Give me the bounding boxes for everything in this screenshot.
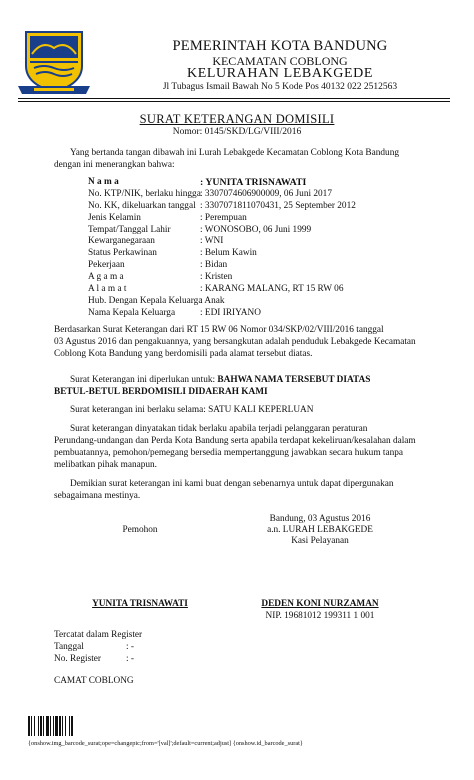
para2-line-1 <box>70 374 370 387</box>
para2-purpose-part-1: BAHWA NAMA TERSEBUT DIATAS <box>217 375 371 385</box>
register-date-label: Tanggal <box>54 642 84 652</box>
field-row-nama <box>88 177 428 189</box>
official-name: DEDEN KONI NURZAMAN <box>261 599 379 609</box>
para4-line-2: Perundang-undangan dan Perda Kota Bandung serta apabila terdapat kekeliruan/kesalahan dalam <box>54 436 416 446</box>
header-rule-thin <box>18 101 450 102</box>
field-label: N a m a <box>88 177 119 187</box>
para1-line-2: 03 Agustus 2016 dan pengakuannya, yang bersangkutan adalah penduduk Lebakgede Kecamatan <box>54 337 416 347</box>
field-row-kk <box>88 201 428 213</box>
document-title: SURAT KETERANGAN DOMISILI <box>139 112 335 126</box>
field-row-status <box>88 248 428 260</box>
field-label: Tempat/Tanggal Lahir <box>88 224 171 235</box>
field-row-pekerjaan <box>88 260 428 272</box>
header-rule-thick <box>18 98 450 99</box>
field-row-ttl <box>88 225 428 237</box>
field-value: : Bidan <box>200 260 228 271</box>
intro-line-1: Yang bertanda tangan dibawah ini Lurah Lebakgede Kecamatan Coblong Kota Bandung <box>70 148 399 158</box>
register-title: Tercatat dalam Register <box>54 630 143 640</box>
field-label: A l a m a t <box>88 284 127 295</box>
field-label: No. KTP/NIK, berlaku hingga <box>88 188 201 199</box>
register-number-value: : - <box>126 654 135 664</box>
field-value: : 3307074606900009, 06 Juni 2017 <box>200 188 332 199</box>
para4-line-3: pembuatannya, pemohon/pemegang bersedia mempertanggung jawabkan secara hukum tanpa <box>54 448 404 458</box>
official-nip: NIP. 19681012 199311 1 001 <box>265 611 375 621</box>
field-value: : WNI <box>200 236 224 247</box>
barcode-template-code: {onshow.img_barcode_surat;ope=changepic;from='[val]';default=current;adjust] {onshow.id_barcode_surat} <box>28 740 303 747</box>
signature-on-behalf: a.n. LURAH LEBAKGEDE <box>267 525 373 535</box>
field-label: Jenis Kelamin <box>88 212 141 223</box>
field-label: Nama Kepala Keluarga <box>88 307 176 318</box>
para4-line-1: Surat keterangan dinyatakan tidak berlaku apabila terjadi pelanggaran peraturan <box>70 424 368 434</box>
field-row-kepala-keluarga <box>88 308 428 320</box>
document-number: Nomor: 0145/SKD/LG/VIII/2016 <box>172 127 302 137</box>
field-row-jenis-kelamin <box>88 213 428 225</box>
register-number-label: No. Register <box>54 654 101 664</box>
para1-line-1: Berdasarkan Surat Keterangan dari RT 15 RW 06 Nomor 034/SKP/02/VIII/2016 tanggal <box>54 325 384 335</box>
applicant-name: YUNITA TRISNAWATI <box>92 599 188 609</box>
field-value: : YUNITA TRISNAWATI <box>200 177 307 188</box>
field-value: : Belum Kawin <box>200 248 257 259</box>
field-value: : Kristen <box>200 272 233 283</box>
field-value: : KARANG MALANG, RT 15 RW 06 <box>200 284 344 295</box>
field-label: Status Perkawinan <box>88 248 157 259</box>
para4-line-4: melibatkan pihak manapun. <box>54 460 158 470</box>
kop-kelurahan: KELURAHAN LEBAKGEDE <box>187 66 373 81</box>
field-label: Hub. Dengan Kepala Keluarga <box>88 295 203 306</box>
field-label: Kewarganegaraan <box>88 236 155 247</box>
intro-line-2: dengan ini menerangkan bahwa: <box>54 160 175 170</box>
kop-kecamatan: KECAMATAN COBLONG <box>212 54 348 68</box>
field-value: : Perempuan <box>200 212 247 223</box>
register-date-value: : - <box>126 642 135 652</box>
camat-coblong: CAMAT COBLONG <box>54 676 134 686</box>
field-row-hubungan <box>88 296 428 308</box>
kop-pemerintah: PEMERINTAH KOTA BANDUNG <box>172 38 388 54</box>
signature-position: Kasi Pelayanan <box>291 536 349 546</box>
kop-address: Jl Tubagus Ismail Bawah No 5 Kode Pos 40132 022 2512563 <box>162 82 398 92</box>
para3-validity: Surat keterangan ini berlaku selama: SATU KALI KEPERLUAN <box>70 405 314 415</box>
para2-purpose-part-2: BETUL-BETUL BERDOMISILI DIDAERAH KAMI <box>54 387 268 397</box>
kota-bandung-crest-logo <box>12 28 96 96</box>
field-row-agama <box>88 272 428 284</box>
field-row-ktp <box>88 189 428 201</box>
field-label: A g a m a <box>88 272 124 283</box>
para5-line-2: sebagaimana mestinya. <box>54 491 141 501</box>
identity-fields <box>88 177 428 320</box>
field-value: : EDI IRIYANO <box>200 307 261 318</box>
applicant-label: Pemohon <box>122 525 158 535</box>
field-value: : WONOSOBO, 06 Juni 1999 <box>200 224 312 235</box>
field-row-kewarganegaraan <box>88 236 428 248</box>
para1-line-3: Coblong Kota Bandung yang berdomisili pada alamat tersebut diatas. <box>54 349 313 359</box>
field-value: : Anak <box>200 295 225 306</box>
barcode-image <box>28 716 96 736</box>
field-label: Pekerjaan <box>88 260 125 271</box>
para5-line-1: Demikian surat keterangan ini kami buat dengan sebenarnya untuk dapat dipergunakan <box>70 479 394 489</box>
field-label: No. KK, dikeluarkan tanggal <box>88 200 196 211</box>
signature-place-date: Bandung, 03 Agustus 2016 <box>269 514 371 524</box>
field-row-alamat <box>88 284 428 296</box>
field-value: : 3307071811070431, 25 September 2012 <box>200 200 356 211</box>
para2-prefix: Surat Keterangan ini diperlukan untuk: <box>70 375 218 385</box>
